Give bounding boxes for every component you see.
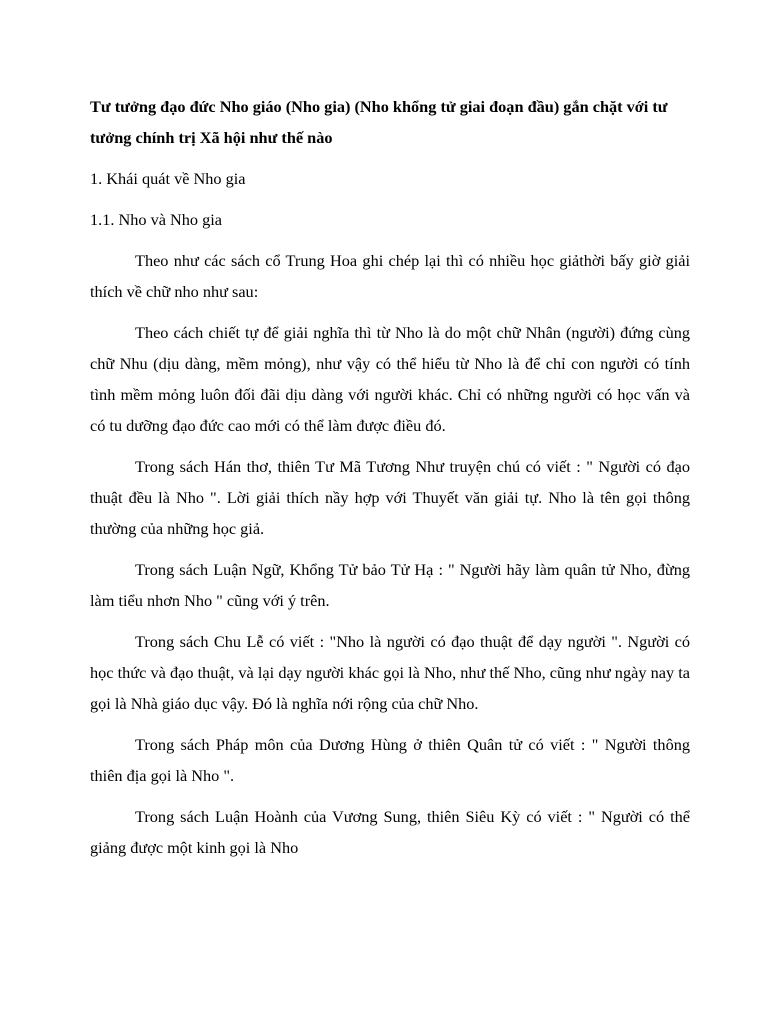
paragraph-3: Trong sách Hán thơ, thiên Tư Mã Tương Như truyện chú có viết : " Người có đạo thuật đều là Nho ". Lời giải thích nầy hợp với Thuyết văn giải tự. Nho là tên gọi thông thường của những học giả. [90, 457, 690, 538]
paragraph-4: Trong sách Luận Ngữ, Khổng Tử bảo Tử Hạ : " Người hãy làm quân tử Nho, đừng làm tiểu nhơn Nho " cũng với ý trên. [90, 560, 690, 610]
document-title: Tư tưởng đạo đức Nho giáo (Nho gia) (Nho khổng tử giai đoạn đầu) gắn chặt với tư tưởng chính trị Xã hội như thế nào [90, 97, 668, 147]
subsection-heading: 1.1. Nho và Nho gia [90, 210, 223, 229]
paragraph-1: Theo như các sách cổ Trung Hoa ghi chép lại thì có nhiều học giảthời bấy giờ giải thích về chữ nho như sau: [90, 251, 690, 301]
paragraph-6: Trong sách Pháp môn của Dương Hùng ở thiên Quân tử có viết : " Người thông thiên địa gọi là Nho ". [90, 735, 690, 785]
paragraph-2: Theo cách chiết tự để giải nghĩa thì từ Nho là do một chữ Nhân (người) đứng cùng chữ Nhu (dịu dàng, mềm mỏng), như vậy có thể hiểu từ Nho là để chỉ con người có tính tình mềm mỏng luôn đối đãi dịu dàng với người khác. Chỉ có những người có học vấn và có tu dưỡng đạo đức cao mới có thể làm được điều đó. [90, 323, 690, 435]
paragraph-7: Trong sách Luận Hoành của Vương Sung, thiên Siêu Kỳ có viết : " Người có thể giảng được một kinh gọi là Nho [90, 807, 690, 857]
paragraph-5: Trong sách Chu Lễ có viết : "Nho là người có đạo thuật để dạy người ". Người có học thức và đạo thuật, và lại dạy người khác gọi là Nho, như thế Nho, cũng như ngày nay ta gọi là Nhà giáo dục vậy. Đó là nghĩa nới rộng của chữ Nho. [90, 632, 690, 713]
document-page [90, 91, 690, 873]
section-heading: 1. Khái quát về Nho gia [90, 169, 246, 188]
